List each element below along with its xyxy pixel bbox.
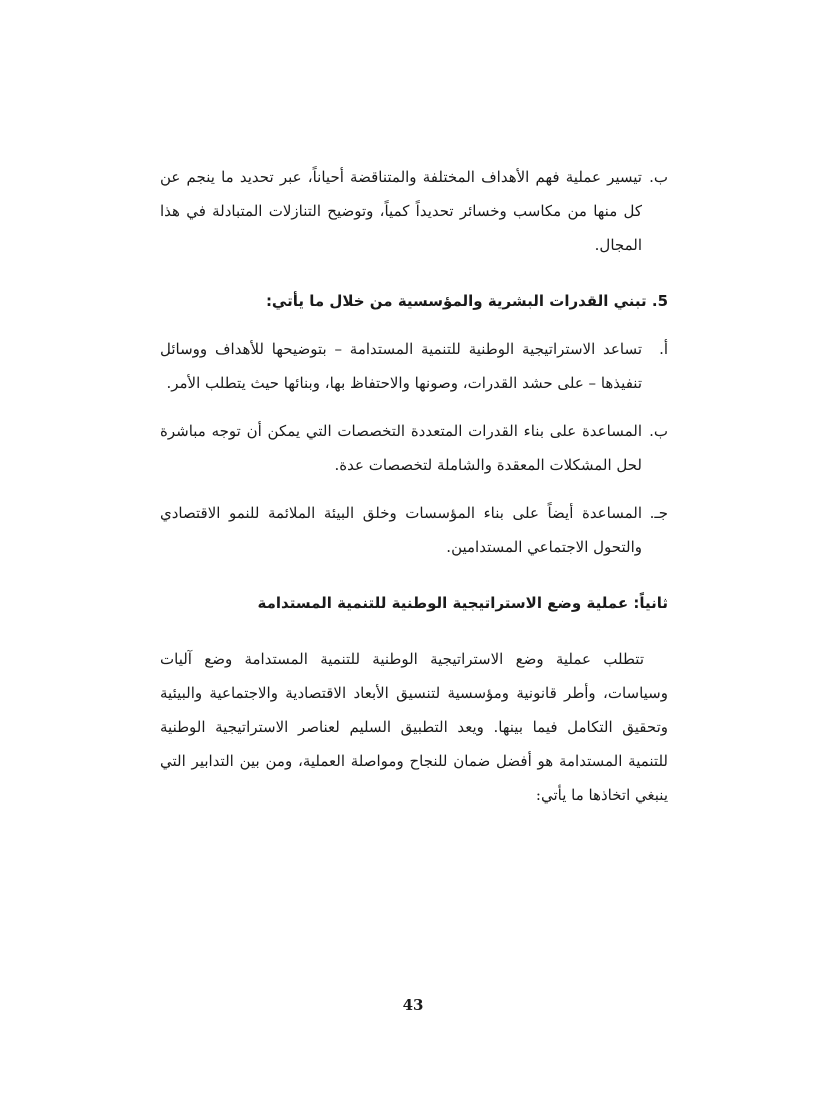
- list-marker: ب.: [649, 422, 668, 440]
- section-2-paragraph: تتطلب عملية وضع الاستراتيجية الوطنية للتنمية المستدامة وضع آليات وسياسات، وأطر قانونية ومؤسسية لتنسيق الأبعاد الاقتصادية والاجتماعية والبيئية وتحقيق التكامل فيما بينها. ويعد التطبيق السليم لعناصر الاستراتيجية الوطنية للتنمية المستدامة هو أفضل ضمان للنجاح ومواصلة العملية، ومن بين التدابير التي ينبغي اتخاذها ما يأتي:: [160, 650, 668, 804]
- list-item-a: [160, 332, 668, 400]
- page-body: [160, 160, 668, 812]
- list-item-text: تساعد الاستراتيجية الوطنية للتنمية المستدامة – بتوضيحها للأهداف ووسائل تنفيذها – على حشد القدرات، وصونها والاحتفاظ بها، وبنائها حيث يتطلب الأمر.: [160, 340, 642, 392]
- page-number: 43: [402, 996, 424, 1014]
- list-item-c: [160, 496, 668, 564]
- section-5-heading: 5. تبني القدرات البشرية والمؤسسية من خلال ما يأتي:: [265, 292, 668, 310]
- list-item-b1: [160, 160, 668, 262]
- list-marker: جـ.: [649, 504, 668, 522]
- section-2-heading: ثانياً: عملية وضع الاستراتيجية الوطنية للتنمية المستدامة: [257, 594, 668, 612]
- list-item-text: المساعدة على بناء القدرات المتعددة التخصصات التي يمكن أن توجه مباشرة لحل المشكلات المعقدة والشاملة لتخصصات عدة.: [160, 422, 642, 474]
- list-item-b: [160, 414, 668, 482]
- list-item-text: المساعدة أيضاً على بناء المؤسسات وخلق البيئة الملائمة للنمو الاقتصادي والتحول الاجتماعي المستدامين.: [160, 504, 642, 556]
- list-marker: ب.: [649, 168, 668, 186]
- list-item-text: تيسير عملية فهم الأهداف المختلفة والمتناقضة أحياناً، عبر تحديد ما ينجم عن كل منها من مكاسب وخسائر تحديداً كمياً، وتوضيح التنازلات المتبادلة في هذا المجال.: [160, 168, 642, 254]
- list-marker: أ.: [659, 340, 668, 358]
